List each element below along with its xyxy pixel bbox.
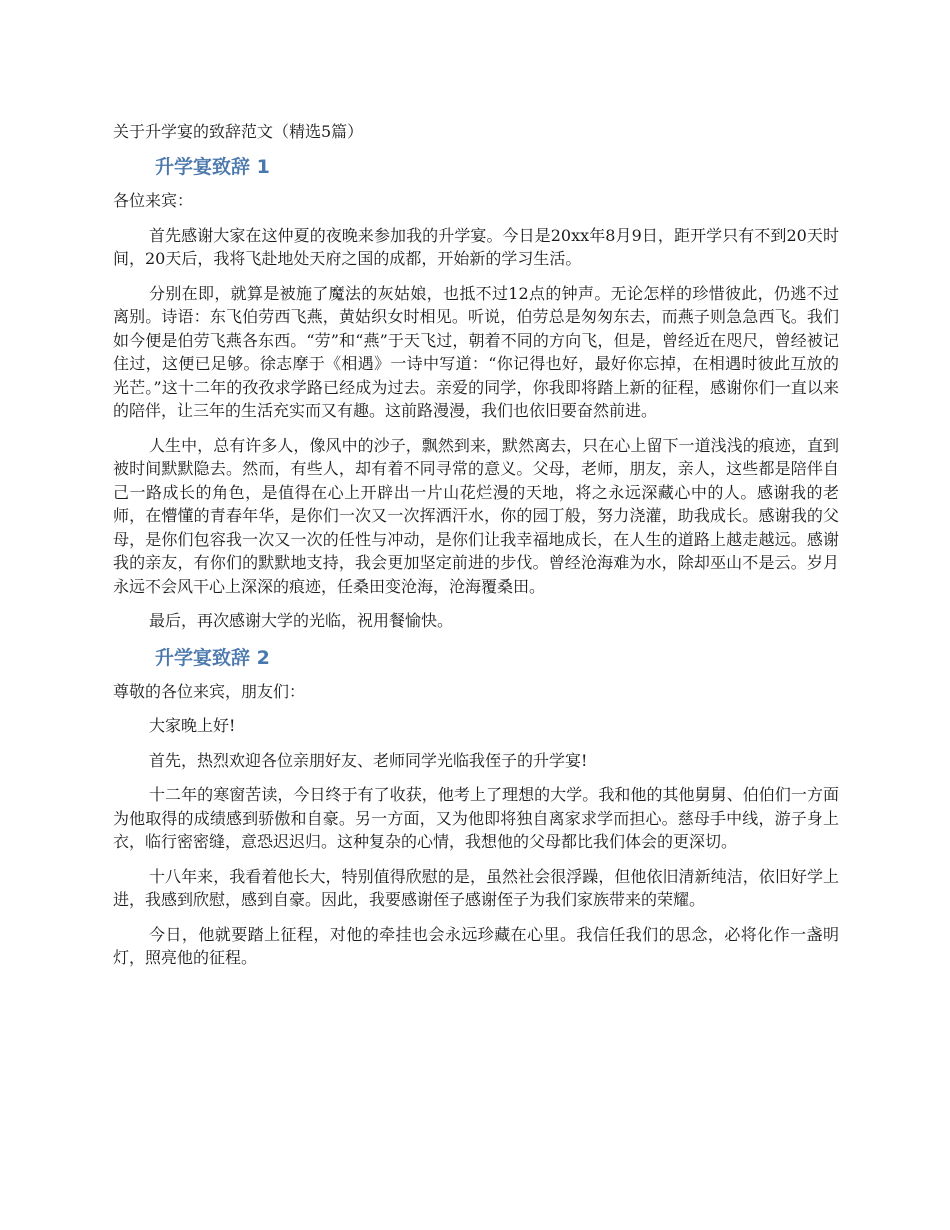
paragraph-2-3: 十二年的寒窗苦读，今日终于有了收获，他考上了理想的大学。我和他的其他舅舅、伯伯们一方面为他取得的成绩感到骄傲和自豪。另一方面，又为他即将独自离家求学而担心。慈母手中线，游子身上衣，临行密密缝，意恐迟迟归。这种复杂的心情，我想他的父母都比我们体会的更深切。 — [113, 785, 839, 851]
section-heading-2: 升学宴致辞 2 — [155, 646, 270, 669]
paragraph-1-3: 人生中，总有许多人，像风中的沙子，飘然到来，默然离去，只在心上留下一道浅浅的痕迹，直到被时间默默隐去。然而，有些人，却有着不同寻常的意义。父母，老师，朋友，亲人，这些都是陪伴自己一路成长的角色，是值得在心上开辟出一片山花烂漫的天地，将之永远深藏心中的人。感谢我的老师，在懵懂的青春年华，是你们一次又一次挥洒汗水，你的园丁般，努力浇灌，助我成长。感谢我的父母，是你们包容我一次又一次的任性与冲动，是你们让我幸福地成长，在人生的道路上越走越远。感谢我的亲友，有你们的默默地支持，我会更加坚定前进的步伐。曾经沧海难为水，除却巫山不是云。岁月永远不会风干心上深深的痕迹，任桑田变沧海，沧海覆桑田。 — [113, 435, 839, 596]
paragraph-2-4: 十八年来，我看着他长大，特别值得欣慰的是，虽然社会很浮躁，但他依旧清新纯洁，依旧好学上进，我感到欣慰，感到自豪。因此，我要感谢侄子感谢侄子为我们家族带来的荣耀。 — [113, 866, 839, 909]
paragraph-1-2: 分别在即，就算是被施了魔法的灰姑娘，也抵不过12点的钟声。无论怎样的珍惜彼此，仍逃不过离别。诗语：东飞伯劳西飞燕，黄姑织女时相见。听说，伯劳总是匆匆东去，而燕子则急急西飞。我们如今便是伯劳飞燕各东西。“劳”和“燕”于天飞过，朝着不同的方向飞，但是，曾经近在咫尺，曾经被记住过，这便已足够。徐志摩于《相遇》一诗中写道：“你记得也好，最好你忘掉，在相遇时彼此互放的光芒。”这十二年的孜孜求学路已经成为过去。亲爱的同学，你我即将踏上新的征程，感谢你们一直以来的陪伴，让三年的生活充实而又有趣。这前路漫漫，我们也依旧要奋然前进。 — [113, 283, 839, 420]
section-2 — [113, 644, 839, 970]
paragraph-2-5: 今日，他就要踏上征程，对他的牵挂也会永远珍藏在心里。我信任我们的思念，必将化作一盏明灯，照亮他的征程。 — [113, 924, 839, 967]
paragraph-1-1: 首先感谢大家在这仲夏的夜晚来参加我的升学宴。今日是20xx年8月9日，距开学只有不到20天时间，20天后，我将飞赴地处天府之国的成都，开始新的学习生活。 — [113, 225, 839, 268]
salutation-2: 尊敬的各位来宾，朋友们： — [113, 681, 306, 701]
section-1 — [113, 153, 839, 633]
document-title: 关于升学宴的致辞范文（精选5篇） — [113, 122, 364, 141]
paragraph-2-1: 大家晚上好! — [149, 716, 236, 735]
document-page — [113, 120, 839, 981]
paragraph-1-4: 最后，再次感谢大学的光临，祝用餐愉快。 — [149, 611, 454, 630]
salutation-1: 各位来宾： — [113, 191, 194, 210]
paragraph-2-2: 首先，热烈欢迎各位亲朋好友、老师同学光临我侄子的升学宴! — [149, 750, 588, 770]
section-heading-1: 升学宴致辞 1 — [155, 156, 270, 178]
